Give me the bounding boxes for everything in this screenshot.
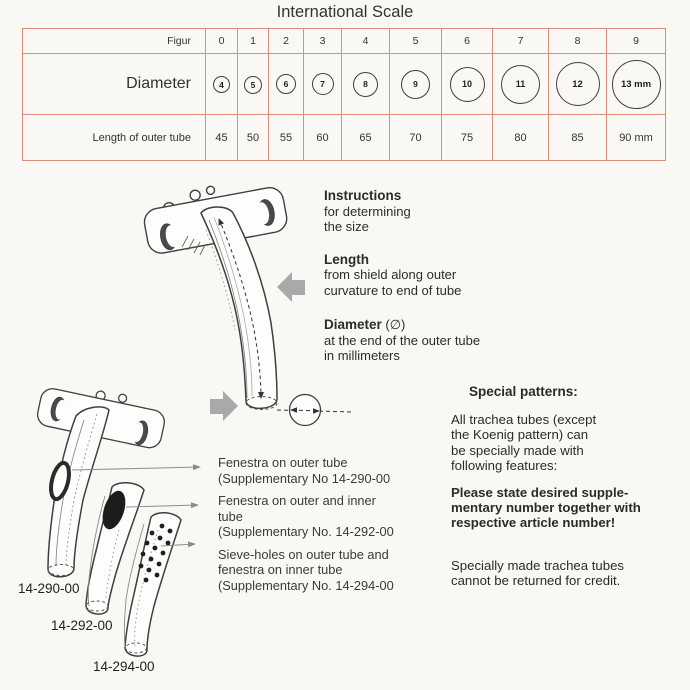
instructions-block: Instructions for determining the size Length from shield along outer curvature to end of tube Diameter (∅) at the end of the outer tube in millimeters [324, 188, 481, 363]
special-patterns-para1: All trachea tubes (except the Koenig pattern) can be specially made with following features: [451, 412, 597, 473]
length-heading: Length [324, 251, 369, 267]
figur-value: 4 [342, 29, 390, 54]
length-value: 60 [304, 115, 342, 161]
page-title: International Scale [276, 3, 414, 21]
main-tube [201, 207, 277, 410]
tube-sieve-holes [124, 513, 181, 656]
figur-value: 1 [238, 29, 269, 54]
part-number-294: 14-294-00 [93, 659, 155, 674]
length-value: 80 [493, 115, 549, 161]
figur-value: 3 [304, 29, 342, 54]
length-value: 75 [442, 115, 493, 161]
diameter-circle: 6 [276, 74, 296, 94]
diameter-circle: 9 [401, 70, 430, 99]
pointer-arrow-left-icon [277, 272, 305, 302]
length-value: 90 mm [607, 115, 666, 161]
special-patterns-block [451, 384, 683, 588]
pointer-arrow-right-icon [210, 391, 238, 421]
supplementary-labels [218, 455, 394, 593]
diameter-circle: 7 [312, 73, 334, 95]
diameter-circle: 12 [556, 62, 600, 106]
leader-arrows [72, 467, 200, 546]
diameter-circle: 8 [353, 72, 378, 97]
part-number-292: 14-292-00 [51, 618, 113, 633]
label-sieve-holes: Sieve-holes on outer tube and fenestra on inner tube (Supplementary No. 14-294-00 [218, 546, 394, 593]
figur-value: 0 [206, 29, 238, 54]
length-row-label: Length of outer tube [23, 115, 206, 161]
diameter-circle: 5 [244, 76, 262, 94]
diameter-circle: 13 mm [612, 60, 661, 109]
diameter-indicator [277, 395, 352, 426]
figur-value: 9 [607, 29, 666, 54]
figur-value: 8 [549, 29, 607, 54]
special-patterns-para2: Please state desired supple- mentary number together with respective article number! [451, 485, 641, 531]
diameter-symbol: (∅) [385, 317, 406, 332]
diameter-circle: 10 [450, 67, 485, 102]
figur-value: 2 [269, 29, 304, 54]
special-patterns-para3: Specially made trachea tubes cannot be returned for credit. [451, 557, 625, 588]
figur-value: 6 [442, 29, 493, 54]
diameter-heading: Diameter (∅) [324, 317, 406, 332]
figur-row-label: Figur [23, 29, 206, 54]
instructions-heading: Instructions [324, 188, 402, 203]
diameter-circle: 4 [213, 76, 230, 93]
label-fenestra-outer: Fenestra on outer tube (Supplementary No 14-290-00 [218, 455, 391, 486]
length-value: 85 [549, 115, 607, 161]
label-fenestra-outer-inner: Fenestra on outer and inner tube (Supplementary No. 14-292-00 [218, 493, 394, 539]
diameter-circle: 11 [501, 65, 540, 104]
special-patterns-heading: Special patterns: [469, 384, 578, 399]
length-value: 55 [269, 115, 304, 161]
length-value: 70 [390, 115, 442, 161]
length-value: 50 [238, 115, 269, 161]
length-value: 45 [206, 115, 238, 161]
part-number-290: 14-290-00 [18, 581, 80, 596]
figur-value: 7 [493, 29, 549, 54]
length-value: 65 [342, 115, 390, 161]
diameter-row-label: Diameter [23, 54, 206, 115]
figur-value: 5 [390, 29, 442, 54]
